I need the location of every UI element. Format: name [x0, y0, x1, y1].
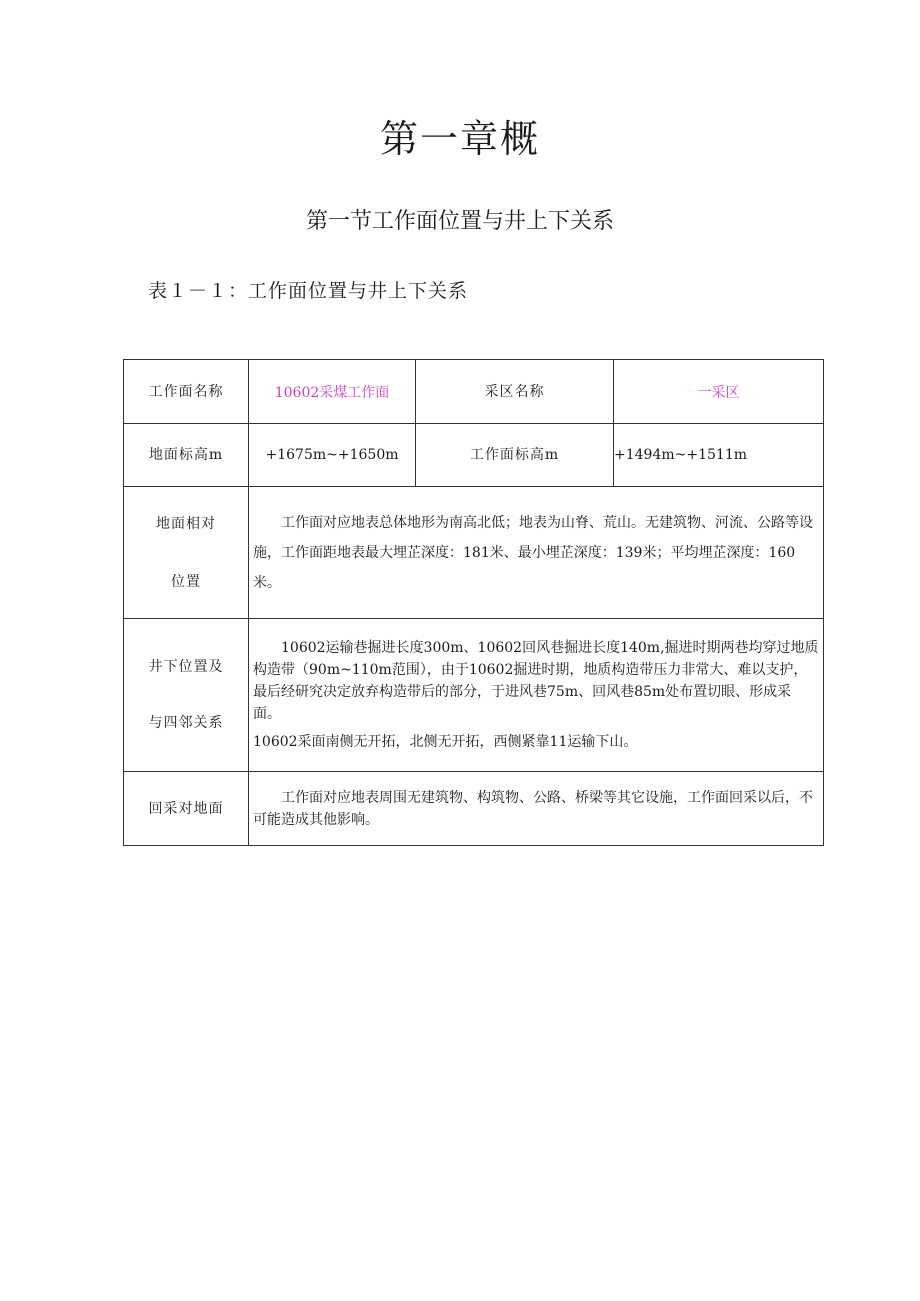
surface-elevation-value: +1675m~+1650m — [249, 424, 416, 487]
work-face-name-label: 工作面名称 — [124, 360, 249, 424]
underground-position-text — [249, 619, 824, 772]
work-face-elevation-value: +1494m~+1511m — [614, 424, 824, 487]
label-line: 地面相对 — [156, 515, 216, 532]
work-face-name-value: 10602采煤工作面 — [249, 360, 416, 424]
paragraph: 工作面对应地表总体地形为南高北低；地表为山脊、荒山。无建筑物、河流、公路等设施，工作面距地表最大埋芷深度：181米、最小埋芷深度：139米；平均埋芷深度：160米。 — [253, 514, 813, 591]
mining-impact-label: 回采对地面 — [124, 772, 249, 846]
work-face-elevation-label: 工作面标高m — [416, 424, 614, 487]
mining-area-name-label: 采区名称 — [416, 360, 614, 424]
chapter-title: 第一章概 — [379, 117, 540, 161]
paragraph: 工作面对应地表周围无建筑物、构筑物、公路、桥梁等其它设施，工作面回采以后，不可能造成其他影响。 — [253, 789, 813, 828]
surface-elevation-label: 地面标高m — [124, 424, 249, 487]
table-row — [124, 487, 824, 619]
label-line: 与四邻关系 — [148, 715, 224, 731]
label-line: 位置 — [171, 573, 201, 590]
table-caption: 表１－１：工作面位置与井上下关系 — [148, 280, 469, 302]
mining-area-name-value: 一采区 — [614, 360, 824, 424]
paragraph: 10602运输巷掘进长度300m、10602回风巷掘进长度140m,掘进时期两巷均穿过地质构造带（90m~110m范围），由于10602掘进时期，地质构造带压力非常大、难以支护，最后经研究决定放弃构造带后的部分，于进风巷75m、回风巷85m处布置切眼、形成采面。 — [253, 640, 819, 722]
table-row — [124, 424, 824, 487]
surface-relative-position-label — [124, 487, 249, 619]
mining-impact-text — [249, 772, 824, 846]
table-row — [124, 772, 824, 846]
table-row — [124, 360, 824, 424]
underground-position-label — [124, 619, 249, 772]
label-line: 井下位置及 — [148, 659, 224, 675]
surface-relative-position-text — [249, 487, 824, 619]
table-row — [124, 619, 824, 772]
paragraph: 10602采面南侧无开拓，北侧无开拓，西侧紧靠11运输下山。 — [253, 734, 638, 750]
work-face-table — [123, 359, 824, 846]
section-title: 第一节工作面位置与井上下关系 — [305, 209, 614, 234]
